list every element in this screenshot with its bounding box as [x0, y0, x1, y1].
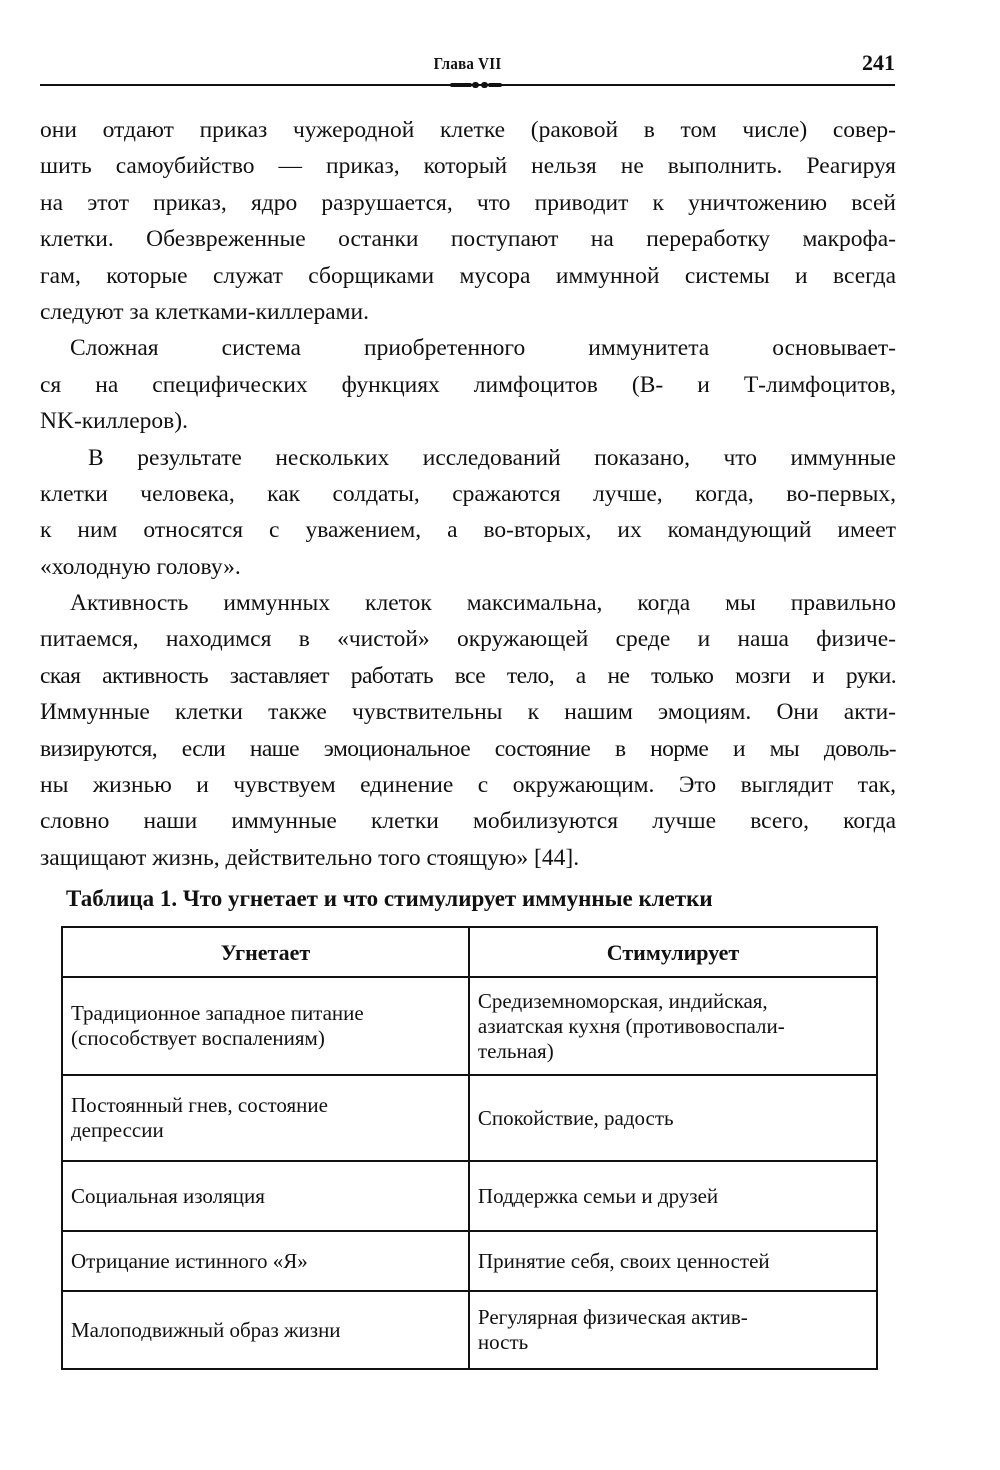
text-line: клетки человека, как солдаты, сражаются лучше, когда, во-первых,	[40, 480, 896, 507]
text-line: Иммунные клетки также чувствительны к нашим эмоциям. Они акти-	[40, 699, 896, 726]
table-cell: Принятие себя, своих ценностей	[469, 1231, 877, 1291]
text-line: гам, которые служат сборщиками мусора иммунной системы и всегда	[40, 262, 896, 289]
table-header-row	[62, 927, 877, 977]
text-line: визируются, если наше эмоциональное состояние в норме и мы доволь-	[40, 735, 896, 762]
text-line: ся на специфических функциях лимфоцитов (В- и Т-лимфоцитов,	[40, 371, 896, 398]
table-row	[62, 977, 877, 1075]
ornament-icon	[450, 82, 502, 88]
text-line: они отдают приказ чужеродной клетке (раковой в том числе) совер-	[40, 117, 896, 143]
table-caption: Таблица 1. Что угнетает и что стимулирует иммунные клетки	[66, 886, 713, 911]
paragraph-1	[40, 112, 896, 330]
text-line: к ним относятся с уважением, а во-вторых, их командующий имеет	[40, 517, 896, 544]
paragraph-2	[40, 330, 896, 439]
table-cell: Традиционное западное питание (способствует воспалениям)	[62, 977, 469, 1075]
paragraph-3	[40, 440, 896, 586]
text-line: словно наши иммунные клетки мобилизуются лучше всего, когда	[40, 808, 896, 835]
text-line: В результате нескольких исследований показано, что иммунные	[88, 444, 896, 471]
comparison-table	[61, 926, 878, 1370]
text-line: «холодную голову».	[40, 553, 241, 580]
text-line: NK-киллеров).	[40, 408, 188, 435]
chapter-title: Глава VII	[433, 54, 502, 73]
text-line: на этот приказ, ядро разрушается, что приводит к уничтожению всей	[40, 189, 896, 216]
text-line: ская активность заставляет работать все тело, а не только мозги и руки.	[40, 662, 896, 689]
text-line: шить самоубийство — приказ, который нельзя не выполнить. Реагируя	[40, 153, 896, 180]
table-row	[62, 1075, 877, 1161]
table-cell: Поддержка семьи и друзей	[469, 1161, 877, 1231]
table-cell: Малоподвижный образ жизни	[62, 1291, 469, 1369]
text-line: следуют за клетками-киллерами.	[40, 298, 369, 325]
running-header	[40, 50, 895, 80]
paragraph-4	[40, 585, 896, 876]
table-row	[62, 1291, 877, 1369]
table-cell: Отрицание истинного «Я»	[62, 1231, 469, 1291]
header-rule	[40, 82, 895, 88]
text-line: ны жизнью и чувствуем единение с окружающим. Это выглядит так,	[40, 772, 896, 799]
table-row	[62, 1161, 877, 1231]
text-line: клетки. Обезвреженные останки поступают на переработку макрофа-	[40, 226, 896, 253]
table-cell: Средиземноморская, индийская, азиатская кухня (противовоспали- тельная)	[469, 977, 877, 1075]
text-line: Сложная система приобретенного иммунитета основывает-	[70, 335, 896, 362]
column-header-stimulates: Стимулирует	[469, 927, 877, 977]
text-line: Активность иммунных клеток максимальна, когда мы правильно	[70, 590, 896, 617]
table-cell: Регулярная физическая актив- ность	[469, 1291, 877, 1369]
column-header-suppresses: Угнетает	[62, 927, 469, 977]
table-cell: Социальная изоляция	[62, 1161, 469, 1231]
table-cell: Постоянный гнев, состояние депрессии	[62, 1075, 469, 1161]
table-cell: Спокойствие, радость	[469, 1075, 877, 1161]
text-line: защищают жизнь, действительно того стоящую» [44].	[40, 844, 580, 871]
text-line: питаемся, находимся в «чистой» окружающей среде и наша физиче-	[40, 626, 896, 653]
page-number: 241	[862, 50, 895, 75]
body-text	[40, 112, 896, 876]
table-row	[62, 1231, 877, 1291]
